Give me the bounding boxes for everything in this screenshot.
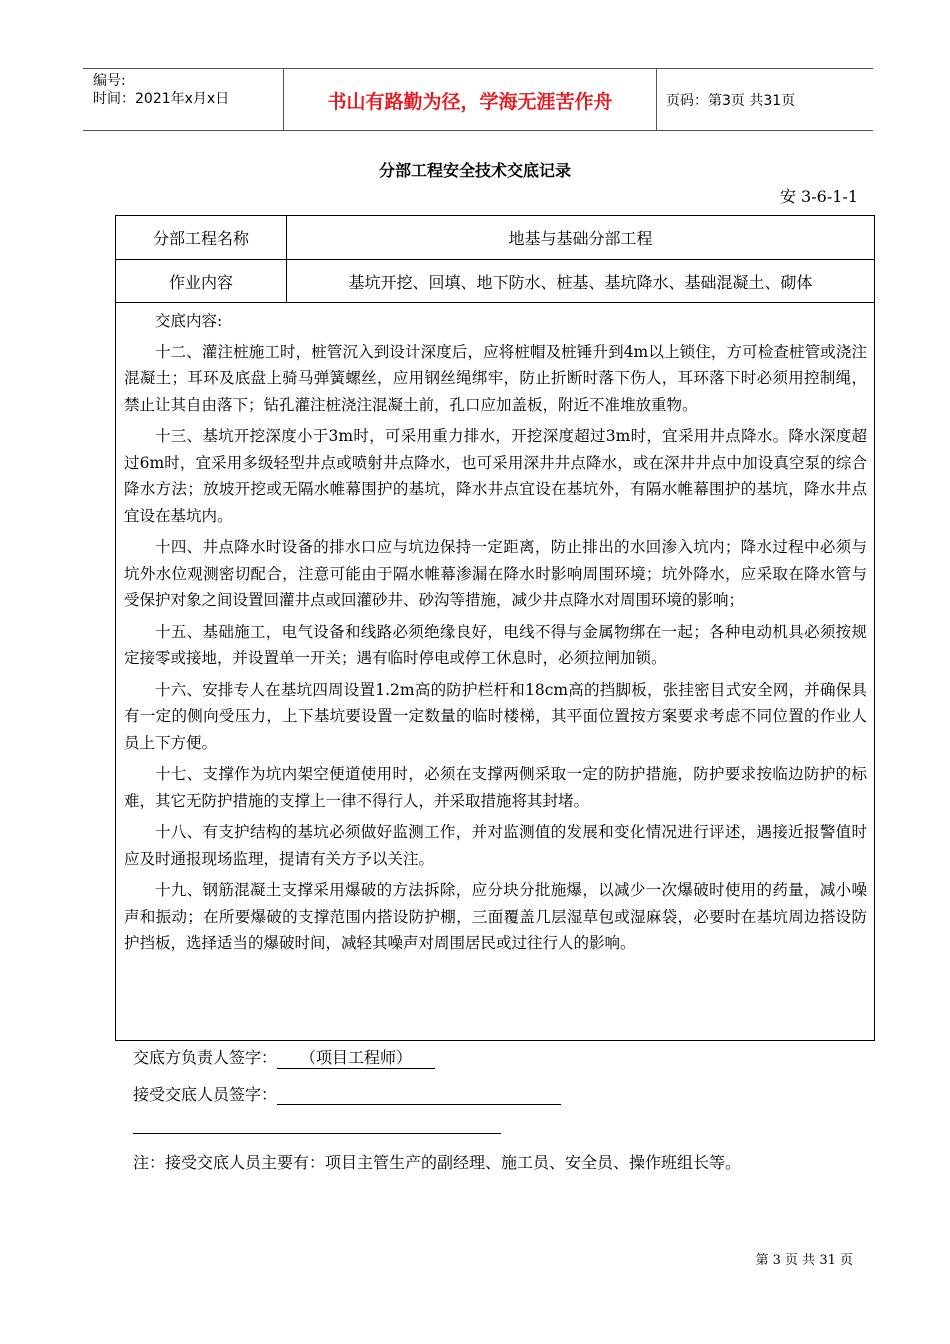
separator-line bbox=[133, 1133, 501, 1134]
content-paragraph: 十三、基坑开挖深度小于3m时，可采用重力排水，开挖深度超过3m时，宜采用井点降水。降水深度超过6m时，宜采用多级轻型井点或喷射井点降水，也可采用深井井点降水，或在深井井点中加设真空泵的综合降水方法；放坡开挖或无隔水帷幕围护的基坑，降水井点宜设在基坑外，有隔水帷幕围护的基坑，降水井点宜设在基坑内。 bbox=[124, 427, 867, 525]
content-paragraph: 十六、安排专人在基坑四周设置1.2m高的防护栏杆和18cm高的挡脚板，张挂密目式安全网，并确保具有一定的侧向受压力，上下基坑要设置一定数量的临时楼梯，其平面位置按方案要求考虑不同位置的作业人员上下方便。 bbox=[124, 680, 867, 752]
row-value-work-content: 基坑开挖、回填、地下防水、桩基、基坑降水、基础混凝土、砌体 bbox=[348, 272, 813, 292]
footnote: 注：接受交底人员主要有：项目主管生产的副经理、施工员、安全员、操作班组长等。 bbox=[133, 1153, 742, 1172]
row-label-work-content: 作业内容 bbox=[168, 272, 233, 292]
content-intro: 交底内容: bbox=[155, 312, 223, 330]
document-code: 安 3-6-1-1 bbox=[779, 187, 858, 206]
page-header bbox=[83, 68, 873, 131]
page-footer: 第 3 页 共 31 页 bbox=[755, 1253, 853, 1268]
receiver-signature bbox=[133, 1082, 561, 1105]
header-meta bbox=[93, 72, 229, 108]
row-label-project-name: 分部工程名称 bbox=[152, 229, 249, 248]
disclosure-table bbox=[115, 215, 875, 1041]
header-page-info: 页码：第3页 共31页 bbox=[666, 93, 796, 109]
receiver-signature-field bbox=[277, 1086, 561, 1105]
receiver-label: 接受交底人员签字： bbox=[133, 1085, 278, 1104]
content-paragraph: 十八、有支护结构的基坑必须做好监测工作，并对监测值的发展和变化情况进行评述，遇接近报警值时应及时通报现场监理，提请有关方予以关注。 bbox=[124, 823, 867, 868]
row-value-project-name: 地基与基础分部工程 bbox=[508, 229, 653, 248]
header-time-label: 时间：2021年x月x日 bbox=[93, 91, 230, 107]
header-number-label: 编号: bbox=[93, 73, 126, 89]
header-motto: 书山有路勤为径，学海无涯苦作舟 bbox=[327, 91, 613, 113]
discloser-signature bbox=[133, 1045, 435, 1069]
content-paragraph: 十二、灌注桩施工时，桩管沉入到设计深度后，应将桩帽及桩锤升到4m以上锁住，方可检查桩管或浇注混凝土；耳环及底盘上骑马弹簧螺丝，应用钢丝绳绑牢，防止折断时落下伤人，耳环落下时必须用控制绳，禁止让其自由落下；钻孔灌注桩浇注混凝土前，孔口应加盖板，附近不准堆放重物。 bbox=[124, 342, 867, 414]
discloser-signature-field: （项目工程师） bbox=[277, 1045, 435, 1069]
table-divider bbox=[286, 216, 287, 303]
discloser-label: 交底方负责人签字： bbox=[133, 1048, 278, 1067]
content-paragraph: 十九、钢筋混凝土支撑采用爆破的方法拆除，应分块分批施爆，以减少一次爆破时使用的药量，减小噪声和振动；在所要爆破的支撑范围内搭设防护棚，三面覆盖几层湿草包或湿麻袋，必要时在基坑周边搭设防护挡板，选择适当的爆破时间，减轻其噪声对周围居民或过往行人的影响。 bbox=[124, 881, 867, 952]
table-row bbox=[116, 260, 874, 303]
content-paragraph: 十四、井点降水时设备的排水口应与坑边保持一定距离，防止排出的水回渗入坑内；降水过程中必须与坑外水位观测密切配合，注意可能由于隔水帷幕渗漏在降水时影响周围环境；坑外降水，应采取在降水管与受保护对象之间设置回灌井点或回灌砂井、砂沟等措施，减少井点降水对周围环境的影响； bbox=[124, 538, 867, 609]
table-row bbox=[116, 216, 874, 260]
content-paragraph: 十五、基础施工，电气设备和线路必须绝缘良好，电线不得与金属物绑在一起；各种电动机具必须按规定接零或接地，并设置单一开关；遇有临时停电或停工休息时，必须拉闸加锁。 bbox=[124, 622, 867, 667]
header-divider bbox=[656, 69, 657, 130]
content-paragraph: 十七、支撑作为坑内架空便道使用时，必须在支撑两侧采取一定的防护措施，防护要求按临边防护的标难，其它无防护措施的支撑上一律不得行人，并采取措施将其封堵。 bbox=[124, 765, 867, 810]
document-title: 分部工程安全技术交底记录 bbox=[378, 161, 571, 180]
disclosure-content bbox=[124, 308, 867, 962]
